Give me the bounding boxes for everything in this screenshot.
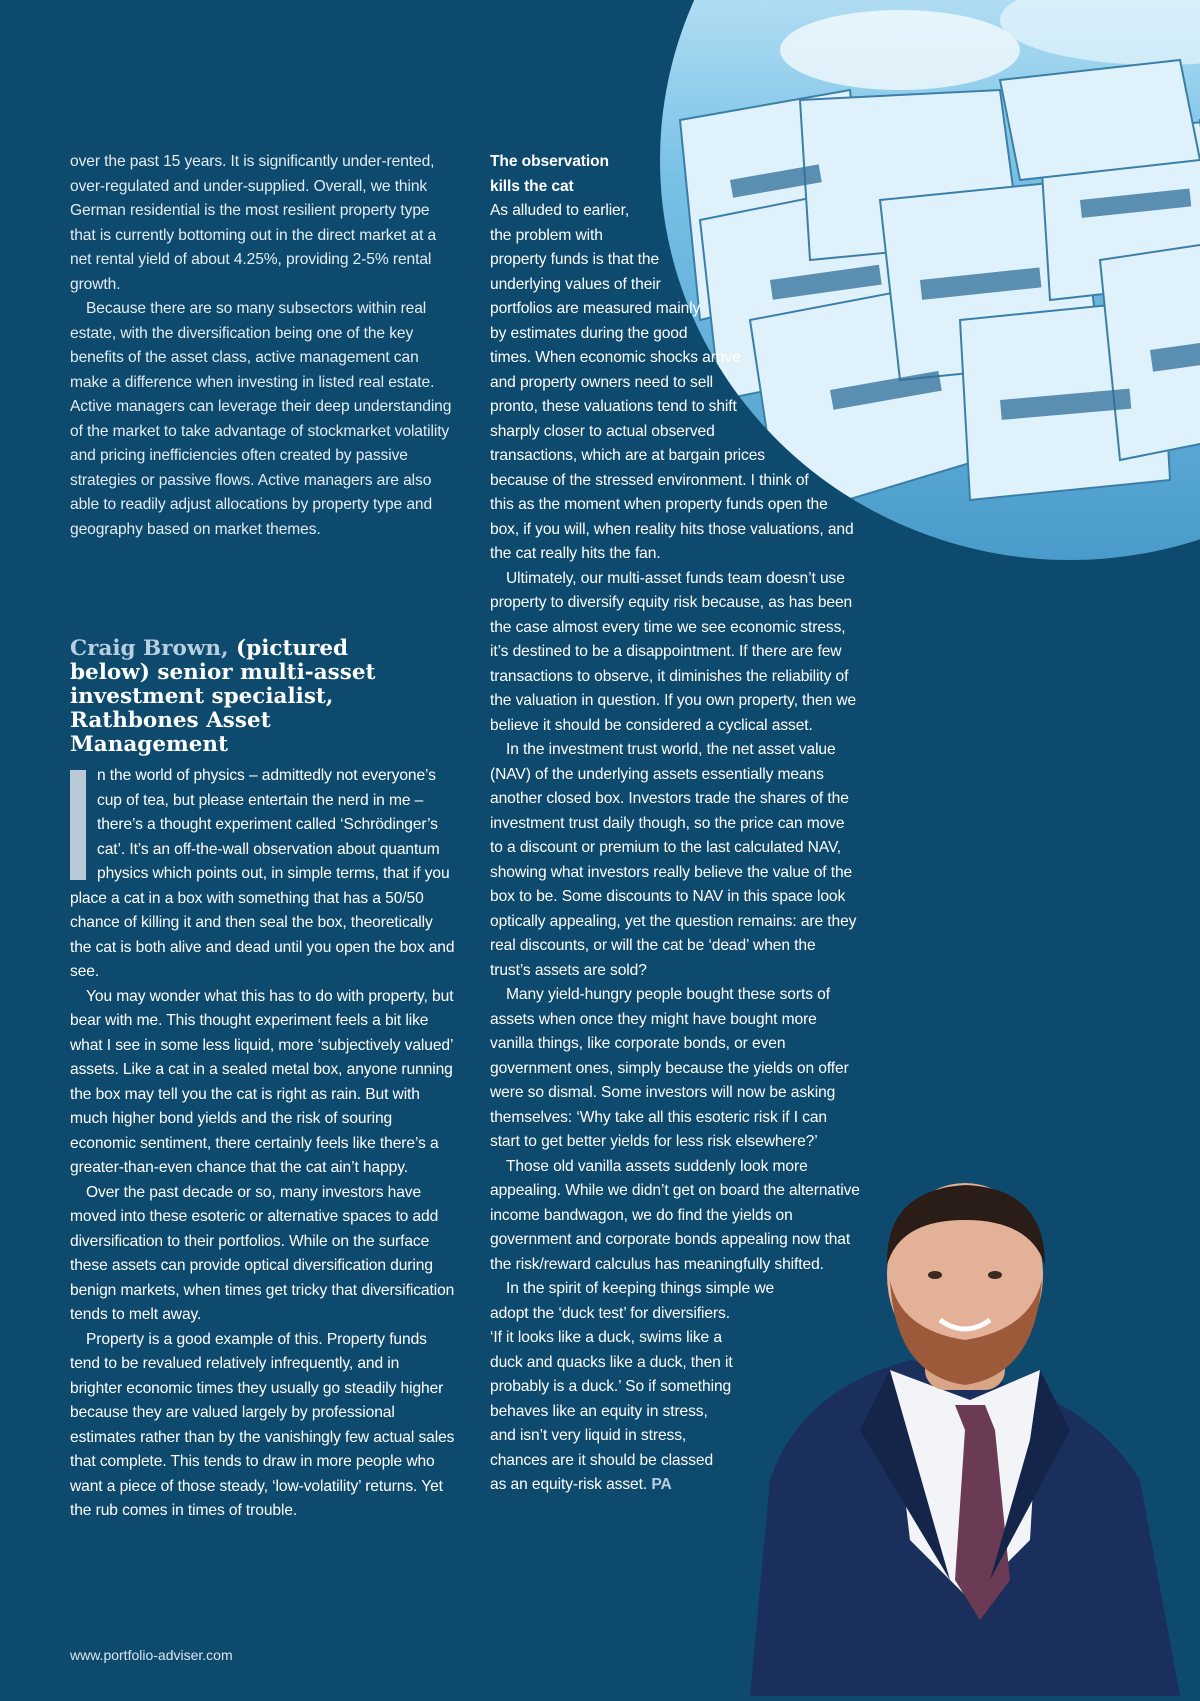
final-line: adopt the ‘duck test’ for diversifiers. [490,1304,730,1322]
left-column [70,150,455,542]
body-paragraph: As alluded to earlier, the problem with property funds is that the underlying values of their portfolios are measured mainly by estimates during the good times. When economic shocks arrive and property owners need to sell pronto, these valuations tend to shift sharply closer to actual observed transactions, which are at bargain prices because of the stressed environment. I think of this as the moment when property funds open the box, if you will, when reality hits those valuations, and the cat really hits the fan. [490,202,854,562]
final-line: chances are it should be classed [490,1451,714,1469]
author-byline [70,637,420,757]
dropcap-paragraph [70,764,455,985]
body-paragraph: You may wonder what this has to do with property, but bear with me. This thought experiment feels a bit like what I see in some less liquid, more ‘subjectively valued’ assets. Like a cat in a sealed metal box, anyone running the box may tell you the cat is right as rain. But with much higher bond yields and the risk of souring economic sentiment, there certainly feels like there’s a greater-than-even chance that the cat ain’t happy. [70,987,454,1176]
final-line: behaves like an equity in stress, [490,1402,708,1420]
section-subheading [490,150,860,199]
final-line: In the spirit of keeping things simple we [506,1280,775,1297]
author-role: (pictured below) senior multi-asset investment specialist, Rathbones Asset Management [70,636,376,757]
portrait-photo [740,1180,1200,1696]
subheading-line: The observation [490,153,609,170]
intro-paragraph: over the past 15 years. It is significantly under-rented, over-regulated and under-supplied. Overall, we think German residential is the most resilient property type that is currently bottoming out in the direct market at a net rental yield of about 4.25%, providing 2-5% rental growth. [70,153,437,293]
website-url: www.portfolio-adviser.com [70,1647,233,1663]
end-mark: PA [651,1476,672,1493]
intro-paragraph: Because there are so many subsectors within real estate, with the diversification being one of the key benefits of the asset class, active management can make a difference when investing in listed real estate. Active managers can leverage their deep understanding of the market to take advantage of stockmarket volatility and pricing inefficiencies often created by passive strategies or passive flows. Active managers are also able to readily adjust allocations by property type and geography based on market themes. [70,300,452,538]
author-name: Craig Brown, [70,636,229,661]
dropcap-letter-i [70,770,86,880]
final-line: and isn’t very liquid in stress, [490,1427,687,1444]
body-paragraph: n the world of physics – admittedly not everyone’s cup of tea, but please entertain the nerd in me – there’s a thought experiment called ‘Schrödinger’s cat’. It’s an off-the-wall observation about quantum physics which points out, in simple terms, that if you place a cat in a box with something that has a 50/50 chance of killing it and then seal the box, theoretically the cat is both alive and dead until you open the box and see. [70,767,455,980]
body-paragraph: In the investment trust world, the net asset value (NAV) of the underlying assets essentially means another closed box. Investors trade the shares of the investment trust daily though, so the price can move to a discount or premium to the last calculated NAV, showing what investors really believe the value of the box to be. Some discounts to NAV in this space look optically appealing, yet the question remains: are they real discounts, or will the cat be ‘dead’ when the trust’s assets are sold? [490,741,857,979]
final-line: as an equity-risk asset. [490,1476,648,1493]
left-column-body [70,764,455,1524]
subheading-line: kills the cat [490,177,574,195]
final-line: ‘If it looks like a duck, swims like a [490,1329,722,1346]
body-paragraph: Over the past decade or so, many investors have moved into these esoteric or alternative spaces to add diversification to their portfolios. While on the surface these assets can provide optical diversification during benign markets, when times get tricky that diversification tends to melt away. [70,1183,455,1323]
body-paragraph: Many yield-hungry people bought these sorts of assets when once they might have bought more vanilla things, like corporate bonds, or even government ones, simply because the yields on offer were so dismal. Some investors will now be asking themselves: ‘Why take all this esoteric risk if I can start to get better yields for less risk elsewhere?’ [490,986,849,1150]
body-paragraph: Ultimately, our multi-asset funds team doesn’t use property to diversify equity risk because, as has been the case almost every time we see economic stress, it’s destined to be a disappointment. If there are few transactions to observe, it diminishes the reliability of the valuation in question. If you own property, then we believe it should be considered a cyclical asset. [490,569,857,734]
body-paragraph: Property is a good example of this. Property funds tend to be revalued relatively infrequently, and in brighter economic times they usually go steadily higher because they are valued largely by professional estimates rather than by the vanishingly few actual sales that complete. This tends to draw in more people who want a piece of those steady, ‘low-volatility’ returns. Yet the rub comes in times of trouble. [70,1330,455,1519]
body-paragraph: Those old vanilla assets suddenly look more appealing. While we didn’t get on board the alternative income bandwagon, we do find the yields on government and corporate bonds appealing now that the risk/reward calculus has meaningfully shifted. [490,1157,860,1273]
final-line: duck and quacks like a duck, then it [490,1353,733,1371]
final-line: probably is a duck.’ So if something [490,1378,732,1395]
